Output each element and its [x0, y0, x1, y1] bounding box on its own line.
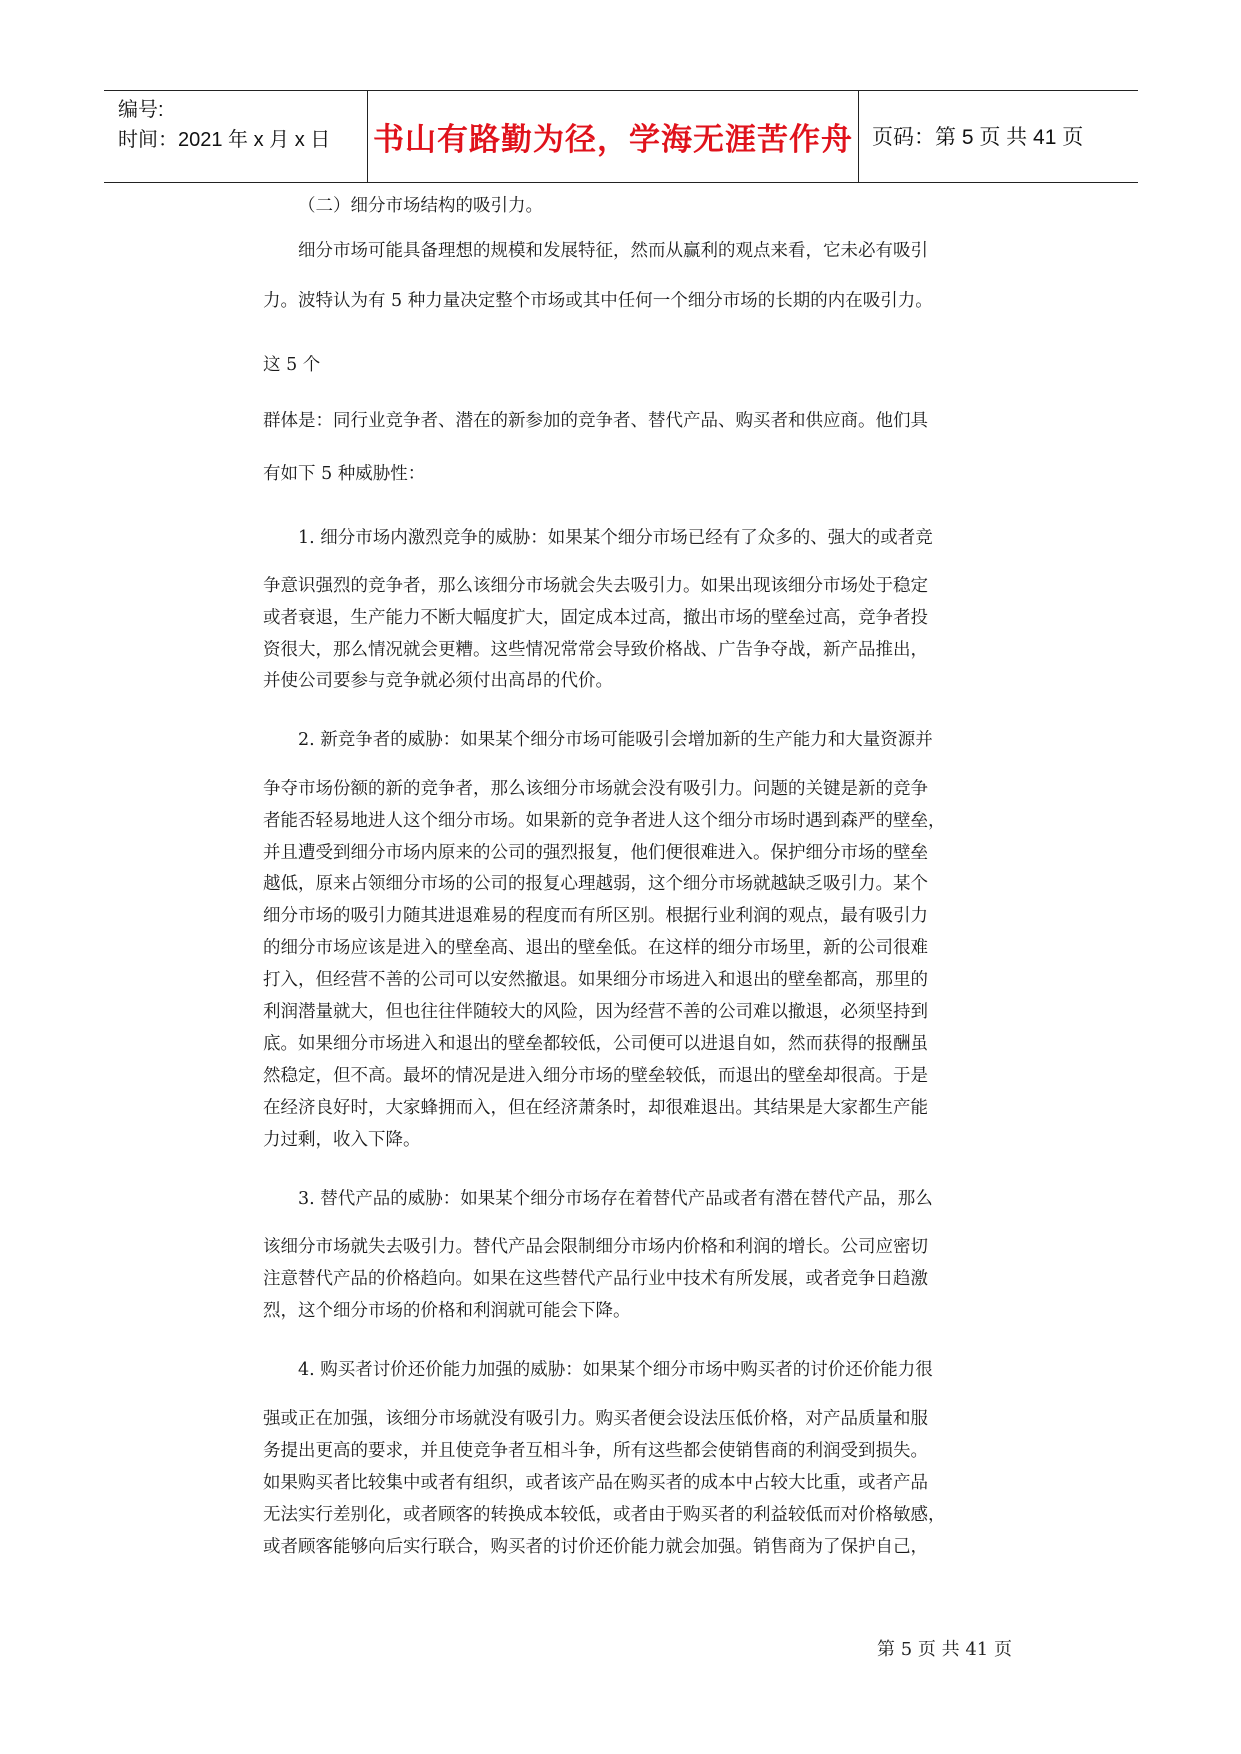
paragraph-line: 3. 替代产品的威胁：如果某个细分市场存在着替代产品或者有潜在替代产品，那么: [298, 1189, 933, 1209]
paragraph-line: 底。如果细分市场进入和退出的壁垒都较低，公司便可以进退自如，然而获得的报酬虽: [263, 1034, 928, 1054]
paragraph-line: 争意识强烈的竞争者，那么该细分市场就会失去吸引力。如果出现该细分市场处于稳定: [263, 576, 928, 596]
paragraph-line: 群体是：同行业竞争者、潜在的新参加的竞争者、替代产品、购买者和供应商。他们具: [263, 411, 928, 431]
paragraph-line: 并且遭受到细分市场内原来的公司的强烈报复，他们便很难进入。保护细分市场的壁垒: [263, 843, 928, 863]
page-footer: 第 5 页 共 41 页: [877, 1639, 1012, 1660]
document-number-label: 编号:: [118, 99, 164, 121]
paragraph-line: 或者衰退，生产能力不断大幅度扩大，固定成本过高，撤出市场的壁垒过高，竞争者投: [263, 608, 928, 628]
header-motto: 书山有路勤为径，学海无涯苦作舟: [373, 121, 853, 158]
paragraph-line: 无法实行差别化，或者顾客的转换成本较低，或者由于购买者的利益较低而对价格敏感，: [263, 1505, 946, 1525]
paragraph-line: 如果购买者比较集中或者有组织，或者该产品在购买者的成本中占较大比重，或者产品: [263, 1473, 928, 1493]
paragraph-line: 务提出更高的要求，并且使竞争者互相斗争，所有这些都会使销售商的利润受到损失。: [263, 1441, 928, 1461]
paragraph-line: 打入，但经营不善的公司可以安然撤退。如果细分市场进入和退出的壁垒都高，那里的: [263, 970, 928, 990]
paragraph-line: 力。波特认为有 5 种力量决定整个市场或其中任何一个细分市场的长期的内在吸引力。: [263, 291, 933, 311]
paragraph-line: 在经济良好时，大家蜂拥而入，但在经济萧条时，却很难退出。其结果是大家都生产能: [263, 1098, 928, 1118]
body-text: [263, 0, 988, 1754]
document-time-label: 时间：2021 年 x 月 x 日: [118, 129, 331, 151]
paragraph-line: 的细分市场应该是进入的壁垒高、退出的壁垒低。在这样的细分市场里，新的公司很难: [263, 938, 928, 958]
paragraph-line: （二）细分市场结构的吸引力。: [298, 196, 543, 216]
paragraph-line: 越低，原来占领细分市场的公司的报复心理越弱，这个细分市场就越缺乏吸引力。某个: [263, 874, 928, 894]
paragraph-line: 这 5 个: [263, 355, 321, 375]
paragraph-line: 该细分市场就失去吸引力。替代产品会限制细分市场内价格和利润的增长。公司应密切: [263, 1237, 928, 1257]
paragraph-line: 资很大，那么情况就会更糟。这些情况常常会导致价格战、广告争夺战，新产品推出，: [263, 640, 928, 660]
paragraph-line: 有如下 5 种威胁性：: [263, 464, 426, 484]
paragraph-line: 注意替代产品的价格趋向。如果在这些替代产品行业中技术有所发展，或者竞争日趋激: [263, 1269, 928, 1289]
paragraph-line: 或者顾客能够向后实行联合，购买者的讨价还价能力就会加强。销售商为了保护自己，: [263, 1537, 928, 1557]
paragraph-line: 1. 细分市场内激烈竞争的威胁：如果某个细分市场已经有了众多的、强大的或者竞: [298, 528, 933, 548]
paragraph-line: 者能否轻易地进人这个细分市场。如果新的竞争者进人这个细分市场时遇到森严的壁垒，: [263, 811, 946, 831]
paragraph-line: 力过剩，收入下降。: [263, 1130, 421, 1150]
paragraph-line: 强或正在加强，该细分市场就没有吸引力。购买者便会设法压低价格，对产品质量和服: [263, 1409, 928, 1429]
paragraph-line: 2. 新竞争者的威胁：如果某个细分市场可能吸引会增加新的生产能力和大量资源并: [298, 730, 933, 750]
paragraph-line: 并使公司要参与竞争就必须付出高昂的代价。: [263, 671, 613, 691]
header-page-code: 页码：第 5 页 共 41 页: [872, 126, 1084, 149]
paragraph-line: 烈，这个细分市场的价格和利润就可能会下降。: [263, 1301, 631, 1321]
paragraph-line: 争夺市场份额的新的竞争者，那么该细分市场就会没有吸引力。问题的关键是新的竞争: [263, 779, 928, 799]
paragraph-line: 细分市场可能具备理想的规模和发展特征，然而从赢利的观点来看，它未必有吸引: [298, 241, 928, 261]
paragraph-line: 4. 购买者讨价还价能力加强的威胁：如果某个细分市场中购买者的讨价还价能力很: [298, 1360, 933, 1380]
paragraph-line: 利润潜量就大，但也往往伴随较大的风险，因为经营不善的公司难以撤退，必须坚持到: [263, 1002, 928, 1022]
paragraph-line: 细分市场的吸引力随其进退难易的程度而有所区别。根据行业利润的观点，最有吸引力: [263, 906, 928, 926]
paragraph-line: 然稳定，但不高。最坏的情况是进入细分市场的壁垒较低，而退出的壁垒却很高。于是: [263, 1066, 928, 1086]
